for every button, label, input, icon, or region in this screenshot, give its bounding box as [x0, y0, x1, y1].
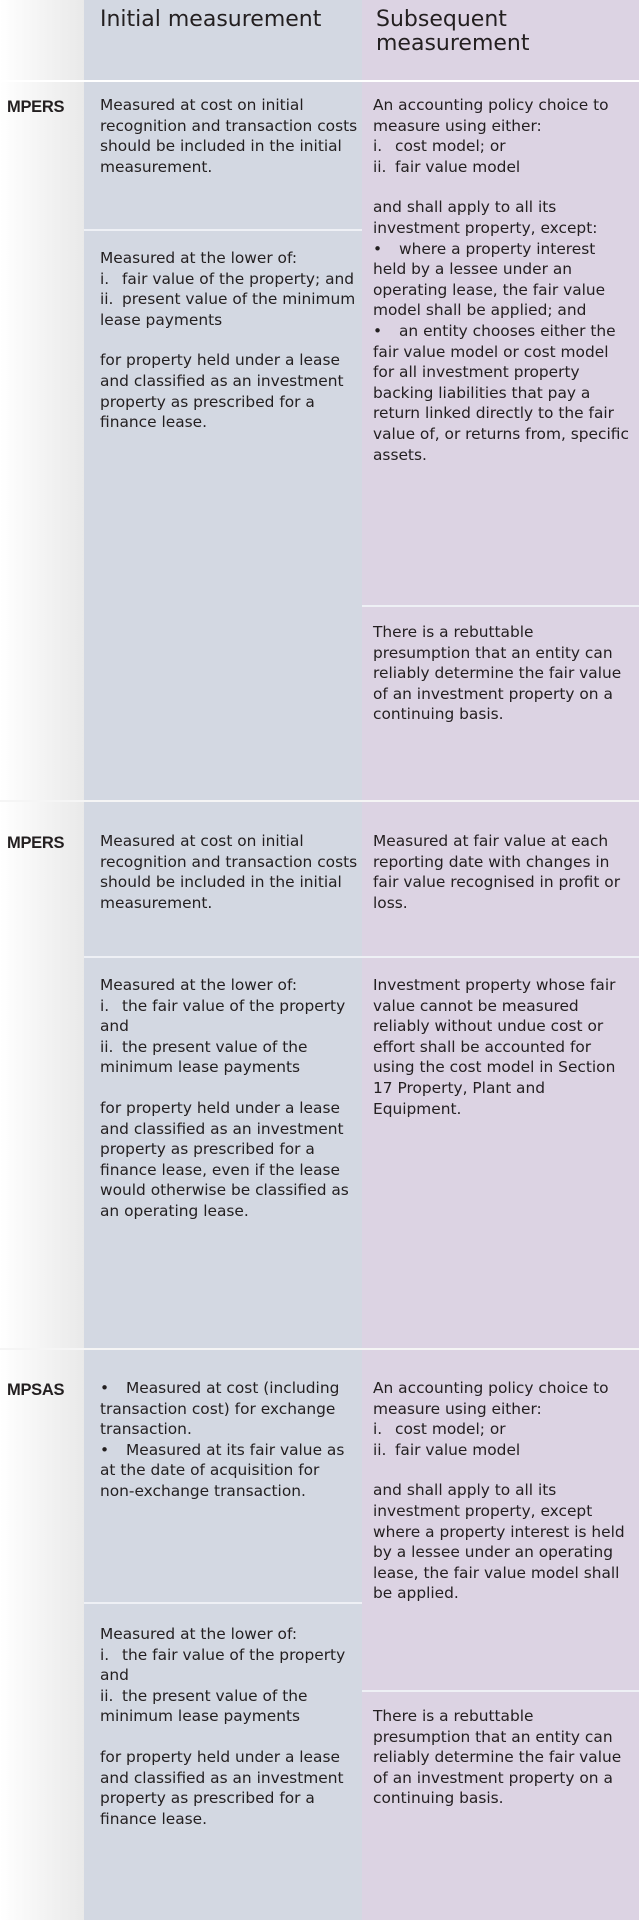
- cell-middle: and shall apply to all its investment property, except:: [373, 198, 598, 237]
- list-item: ii. fair value model: [373, 1440, 521, 1459]
- initial-cell: [100, 248, 358, 433]
- cell-intro: An accounting policy choice to measure using either:: [373, 1379, 609, 1418]
- section-divider: [0, 1348, 639, 1350]
- section-divider: [0, 800, 639, 802]
- row-divider: [84, 1602, 362, 1604]
- list-item: i. the fair value of the property and: [100, 1645, 346, 1685]
- row-label: MPERS: [7, 98, 65, 116]
- list-item: • where a property interest held by a lessee under an operating lease, the fair value model shall be applied; and: [373, 239, 606, 320]
- cell-intro: Measured at the lower of:: [100, 249, 298, 267]
- initial-cell: Measured at cost on initial recognition and transaction costs should be included in the initial measurement.: [100, 96, 358, 176]
- initial-cell: Measured at cost on initial recognition and transaction costs should be included in the initial measurement.: [100, 832, 358, 912]
- header-initial-measurement: Initial measurement: [100, 7, 322, 32]
- row-divider: [84, 229, 362, 231]
- cell-middle: and shall apply to all its investment property, except where a property interest is held by a lessee under an operating lease, the fair value model shall be applied.: [373, 1481, 625, 1603]
- list-item: ii. the present value of the minimum lease payments: [100, 1037, 308, 1077]
- list-item: ii. present value of the minimum lease payments: [100, 290, 356, 329]
- list-item: ii. the present value of the minimum lease payments: [100, 1686, 308, 1726]
- list-item: i. cost model; or: [373, 137, 506, 156]
- subsequent-cell: There is a rebuttable presumption that an entity can reliably determine the fair value of an investment property on a continuing basis.: [373, 1707, 622, 1808]
- label-column-background: [0, 0, 84, 1920]
- cell-intro: Measured at the lower of:: [100, 976, 298, 994]
- list-item: • an entity chooses either the fair value model or cost model for all investment property backing liabilities that pay a return linked directly to the fair value of, or returns from, specific assets.: [373, 321, 629, 464]
- cell-intro: Measured at the lower of:: [100, 1625, 298, 1643]
- subsequent-cell: Investment property whose fair value cannot be measured reliably without undue cost or effort shall be accounted for using the cost model in Section 17 Property, Plant and Equipment.: [373, 976, 616, 1118]
- subsequent-cell: [373, 95, 633, 465]
- initial-cell: [100, 975, 358, 1222]
- initial-cell: [100, 1378, 358, 1502]
- initial-cell: [100, 1624, 358, 1829]
- subsequent-cell: Measured at fair value at each reporting date with changes in fair value recognised in profit or loss.: [373, 832, 621, 912]
- row-divider: [362, 1690, 639, 1692]
- subsequent-cell: There is a rebuttable presumption that an entity can reliably determine the fair value of an investment property on a continuing basis.: [373, 623, 622, 724]
- row-label: MPSAS: [7, 1381, 65, 1399]
- list-item: • Measured at its fair value as at the date of acquisition for non-exchange transaction.: [100, 1440, 345, 1500]
- section-divider: [0, 80, 639, 82]
- cell-tail: for property held under a lease and classified as an investment property as prescribed for a finance lease.: [100, 1747, 344, 1828]
- cell-tail: for property held under a lease and classified as an investment property as prescribed for a finance lease, even if the lease would otherwise be classified as an operating lease.: [100, 1098, 349, 1220]
- list-item: • Measured at cost (including transaction cost) for exchange transaction.: [100, 1379, 340, 1439]
- row-divider: [362, 605, 639, 607]
- list-item: i. the fair value of the property and: [100, 996, 346, 1036]
- header-subsequent-measurement: Subsequent measurement: [376, 7, 530, 56]
- subsequent-cell: [373, 1378, 633, 1604]
- row-divider: [84, 956, 639, 958]
- cell-tail: for property held under a lease and classified as an investment property as prescribed for a finance lease.: [100, 351, 344, 432]
- list-item: ii. fair value model: [373, 157, 521, 176]
- list-item: i. cost model; or: [373, 1420, 506, 1439]
- cell-intro: An accounting policy choice to measure using either:: [373, 96, 609, 135]
- list-item: i. fair value of the property; and: [100, 269, 355, 288]
- row-label: MPERS: [7, 834, 65, 852]
